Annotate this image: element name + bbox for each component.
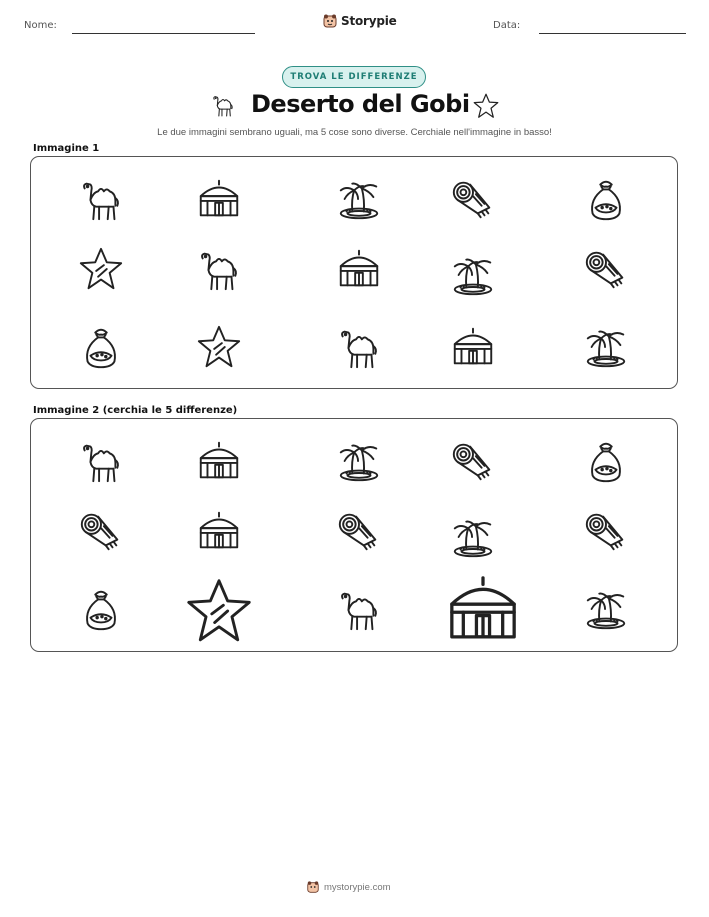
star-icon [77,245,125,293]
oasis-icon[interactable] [582,585,630,633]
camel-icon [210,92,236,118]
sack-icon[interactable] [582,437,630,485]
carpet-icon[interactable] [77,507,125,555]
brand-name: Storypie [341,14,397,28]
sack-icon [582,175,630,223]
date-field[interactable] [539,33,686,34]
storypie-logo-icon [322,13,338,29]
star-icon [472,92,500,120]
footer-url[interactable]: mystorypie.com [324,881,391,893]
activity-badge: TROVA LE DIFFERENZE [282,66,426,88]
name-field[interactable] [72,33,255,34]
yurt-icon[interactable] [442,568,524,650]
oasis-icon [582,323,630,371]
sack-icon [77,323,125,371]
oasis-icon[interactable] [335,437,383,485]
star-icon[interactable] [183,575,255,647]
brand [322,13,397,29]
oasis-icon [335,175,383,223]
camel-icon [195,245,243,293]
footer [306,880,391,894]
date-label: Data: [493,20,521,31]
carpet-icon[interactable] [449,437,497,485]
camel-icon[interactable] [335,585,383,633]
image1-label: Immagine 1 [33,143,100,154]
camel-icon[interactable] [77,437,125,485]
yurt-icon [449,323,497,371]
image2-panel[interactable] [30,418,678,652]
name-label: Nome: [24,20,57,31]
camel-icon [335,323,383,371]
carpet-icon[interactable] [582,507,630,555]
yurt-icon[interactable] [195,507,243,555]
carpet-icon[interactable] [335,507,383,555]
image1-panel [30,156,678,389]
yurt-icon [195,175,243,223]
carpet-icon [449,175,497,223]
camel-icon [77,175,125,223]
storypie-logo-icon [306,880,320,894]
sack-icon[interactable] [77,585,125,633]
instructions: Le due immagini sembrano uguali, ma 5 cose sono diverse. Cerchiale nell'immagine in basso! [157,127,552,138]
image2-label: Immagine 2 (cerchia le 5 differenze) [33,405,238,416]
oasis-icon[interactable] [449,513,497,561]
oasis-icon [449,251,497,299]
carpet-icon [582,245,630,293]
star-icon [195,323,243,371]
yurt-icon[interactable] [195,437,243,485]
page-title: Deserto del Gobi [251,90,470,118]
yurt-icon [335,245,383,293]
